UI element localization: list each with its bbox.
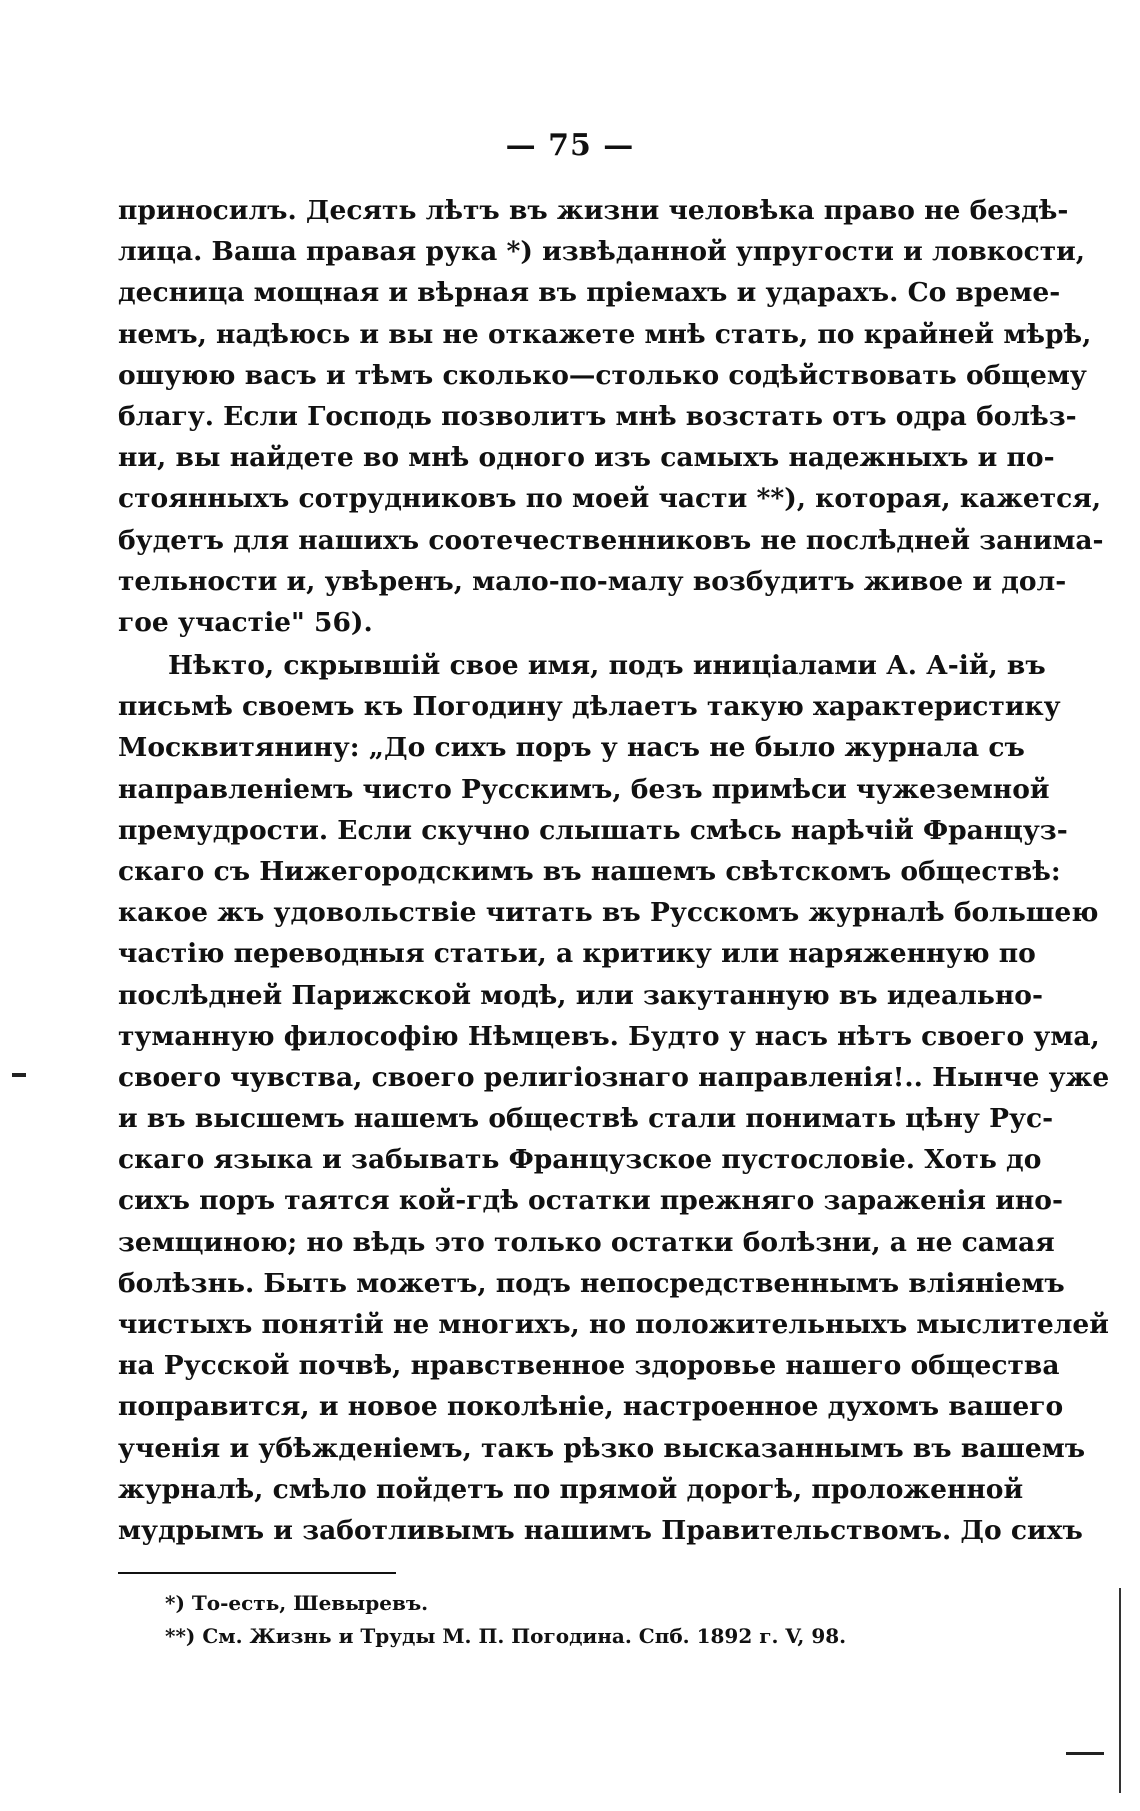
text-line: сихъ поръ таятся кой-гдѣ остатки прежняго зараженія ино- bbox=[118, 1185, 1063, 1217]
margin-mark-right bbox=[1066, 1752, 1104, 1755]
text-line: гое участіе" 56). bbox=[118, 606, 373, 638]
text-line: скаго языка и забывать Французское пустословіе. Хоть до bbox=[118, 1144, 1042, 1176]
paragraph-1 bbox=[118, 190, 1104, 643]
text-line: благу. Если Господь позволитъ мнѣ возстать отъ одра болѣз- bbox=[118, 400, 1077, 432]
text-line: какое жъ удовольствіе читать въ Русскомъ журналѣ большею bbox=[118, 897, 1099, 929]
text-line: Нѣкто, скрывшій свое имя, подъ иниціалами А. А-ій, въ bbox=[168, 650, 1046, 681]
text-line: болѣзнь. Быть можетъ, подъ непосредственнымъ вліяніемъ bbox=[118, 1267, 1065, 1299]
text-line: ни, вы найдете во мнѣ одного изъ самыхъ надежныхъ и по- bbox=[118, 442, 1055, 474]
text-line: будетъ для нашихъ соотечественниковъ не послѣдней занима- bbox=[118, 524, 1104, 556]
text-line: земщиною; но вѣдь это только остатки болѣзни, а не самая bbox=[118, 1226, 1055, 1258]
text-line: туманную философію Нѣмцевъ. Будто у насъ нѣтъ своего ума, bbox=[118, 1020, 1100, 1052]
text-line: направленіемъ чисто Русскимъ, безъ примѣси чужеземной bbox=[118, 773, 1050, 805]
paragraph-2 bbox=[118, 645, 1110, 1551]
margin-rule-right bbox=[1119, 1588, 1121, 1793]
text-line: десница мощная и вѣрная въ пріемахъ и ударахъ. Со време- bbox=[118, 277, 1061, 309]
page-number: — 75 — bbox=[505, 128, 635, 163]
text-line: мудрымъ и заботливымъ нашимъ Правительствомъ. До сихъ bbox=[118, 1514, 1083, 1546]
text-line: на Русской почвѣ, нравственное здоровье нашего общества bbox=[118, 1350, 1060, 1382]
text-line: и въ высшемъ нашемъ обществѣ стали понимать цѣну Рус- bbox=[118, 1103, 1054, 1135]
text-line: тельности и, увѣренъ, мало-по-малу возбудитъ живое и дол- bbox=[118, 565, 1067, 597]
text-line: приносилъ. Десять лѣтъ въ жизни человѣка право не бездѣ- bbox=[118, 195, 1069, 226]
footnotes bbox=[165, 1587, 846, 1653]
text-line: премудрости. Если скучно слышать смѣсь нарѣчій Француз- bbox=[118, 814, 1068, 846]
text-line: чистыхъ понятій не многихъ, но положительныхъ мыслителей bbox=[118, 1309, 1109, 1340]
footnote-2: **) См. Жизнь и Труды М. П. Погодина. Спб. 1892 г. V, 98. bbox=[165, 1624, 847, 1648]
text-line: журналѣ, смѣло пойдетъ по прямой дорогѣ, проложенной bbox=[118, 1473, 1024, 1505]
text-line: поправится, и новое поколѣніе, настроенное духомъ вашего bbox=[118, 1391, 1064, 1423]
text-line: немъ, надѣюсь и вы не откажете мнѣ стать, по крайней мѣрѣ, bbox=[118, 318, 1092, 350]
footnote-divider bbox=[118, 1572, 396, 1574]
text-line: ученія и убѣжденіемъ, такъ рѣзко высказаннымъ въ вашемъ bbox=[118, 1432, 1086, 1464]
text-line: лица. Ваша правая рука *) извѣданной упругости и ловкости, bbox=[118, 236, 1086, 268]
footnote-1: *) То-есть, Шевыревъ. bbox=[165, 1591, 429, 1615]
text-line: письмѣ своемъ къ Погодину дѣлаетъ такую характеристику bbox=[118, 691, 1061, 723]
text-line: ошуюю васъ и тѣмъ сколько—столько содѣйствовать общему bbox=[118, 359, 1087, 391]
text-line: Москвитянину: „До сихъ поръ у насъ не было журнала съ bbox=[118, 732, 1025, 764]
text-line: частію переводныя статьи, а критику или наряженную по bbox=[118, 938, 1036, 970]
text-line: стоянныхъ сотрудниковъ по моей части **), которая, кажется, bbox=[118, 483, 1102, 515]
margin-mark-left bbox=[12, 1073, 26, 1077]
text-line: скаго съ Нижегородскимъ въ нашемъ свѣтскомъ обществѣ: bbox=[118, 855, 1061, 887]
text-line: своего чувства, своего религіознаго направленія!.. Нынче уже bbox=[118, 1061, 1110, 1093]
text-line: послѣдней Парижской модѣ, или закутанную въ идеально- bbox=[118, 979, 1043, 1011]
